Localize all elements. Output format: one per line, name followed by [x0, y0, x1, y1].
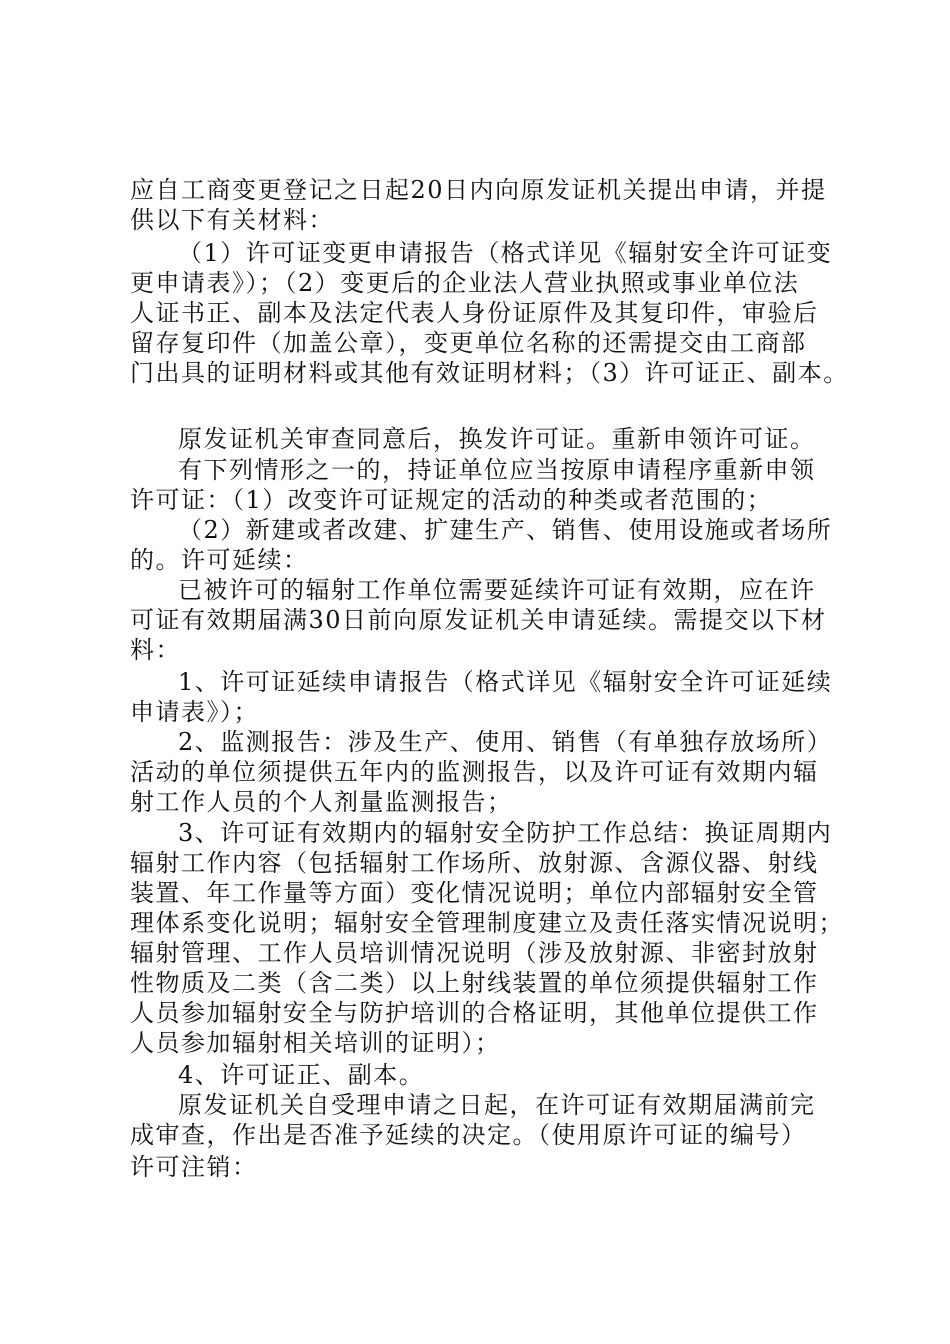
text-line: 已被许可的辐射工作单位需要延续许可证有效期，应在许 — [178, 576, 816, 604]
text-line: 性物质及二类（含二类）以上射线装置的单位须提供辐射工作 — [130, 969, 819, 997]
text-line: （2）新建或者改建、扩建生产、销售、使用设施或者场所 — [178, 516, 833, 544]
text-line: 料： — [130, 636, 181, 664]
text-line: 4、许可证正、副本。 — [178, 1061, 425, 1089]
text-line: （1）许可证变更申请报告（格式详见《辐射安全许可证变 — [178, 239, 833, 267]
text-line: 的。许可延续： — [130, 546, 309, 574]
text-line: 3、许可证有效期内的辐射安全防护工作总结：换证周期内 — [178, 819, 833, 847]
text-line: 有下列情形之一的，持证单位应当按原申请程序重新申领 — [178, 456, 816, 484]
text-line: 更申请表》）；（2）变更后的企业法人营业执照或事业单位法 — [130, 269, 800, 297]
text-line: 许可证：（1）改变许可证规定的活动的种类或者范围的； — [130, 486, 773, 514]
text-line: 门出具的证明材料或其他有效证明材料；（3）许可证正、副本。 — [130, 359, 849, 387]
text-line: 人证书正、副本及法定代表人身份证原件及其复印件，审验后 — [130, 299, 819, 327]
text-line: 许可注销： — [130, 1153, 258, 1181]
text-line: 射工作人员的个人剂量监测报告； — [130, 788, 513, 816]
text-line: 成审查，作出是否准予延续的决定。（使用原许可证的编号） — [130, 1121, 807, 1149]
text-line: 活动的单位须提供五年内的监测报告，以及许可证有效期内辐 — [130, 758, 819, 786]
text-line: 申请表》）； — [130, 698, 259, 726]
text-line: 可证有效期届满30日前向原发证机关申请延续。需提交以下材 — [130, 606, 827, 634]
text-line: 人员参加辐射安全与防护培训的合格证明，其他单位提供工作 — [130, 999, 819, 1027]
text-line: 原发证机关审查同意后，换发许可证。重新申领许可证。 — [178, 425, 816, 453]
text-line: 人员参加辐射相关培训的证明）； — [130, 1029, 501, 1057]
text-line: 辐射管理、工作人员培训情况说明（涉及放射源、非密封放射 — [130, 939, 819, 967]
text-line: 供以下有关材料： — [130, 206, 334, 234]
text-line: 辐射工作内容（包括辐射工作场所、放射源、含源仪器、射线 — [130, 849, 819, 877]
text-line: 装置、年工作量等方面）变化情况说明；单位内部辐射安全管 — [130, 879, 819, 907]
text-line: 1、许可证延续申请报告（格式详见《辐射安全许可证延续 — [178, 668, 833, 696]
text-line: 理体系变化说明；辐射安全管理制度建立及责任落实情况说明； — [130, 909, 844, 937]
text-line: 留存复印件（加盖公章），变更单位名称的还需提交由工商部 — [130, 329, 807, 357]
text-line: 原发证机关自受理申请之日起，在许可证有效期届满前完 — [178, 1091, 816, 1119]
text-line: 2、监测报告：涉及生产、使用、销售（有单独存放场所） — [178, 728, 833, 756]
text-line: 应自工商变更登记之日起20日内向原发证机关提出申请，并提 — [130, 176, 827, 204]
